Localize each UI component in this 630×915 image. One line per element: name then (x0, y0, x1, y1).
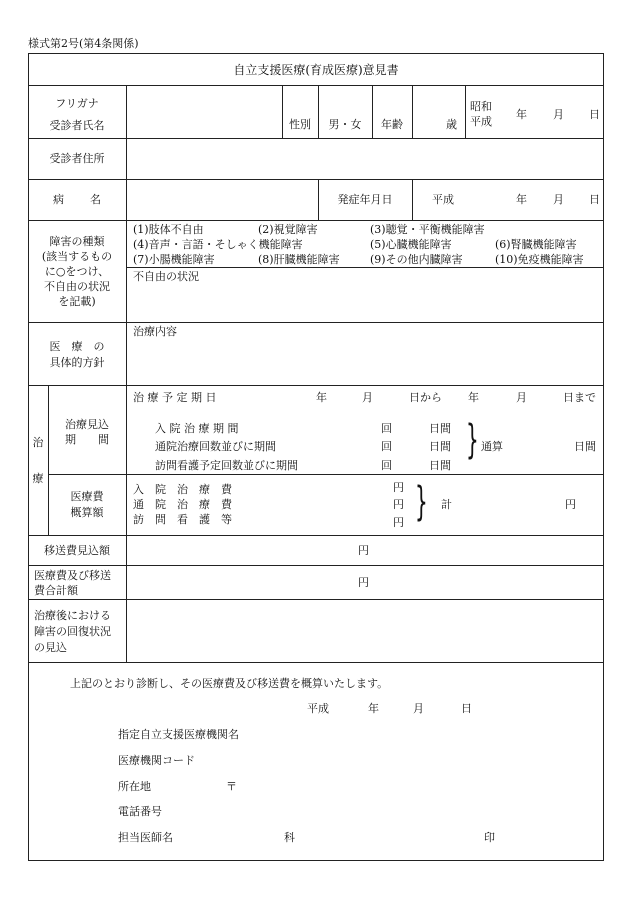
form-number: 様式第2号(第4条関係) (28, 37, 139, 50)
patient-name-label: 受診者氏名 (49, 119, 105, 132)
disability-type[interactable]: (6)腎臓機能障害 (495, 238, 577, 251)
divider (126, 85, 127, 662)
declaration-era: 平成 (307, 702, 329, 715)
transport-unit: 円 (358, 544, 369, 557)
divider (28, 179, 604, 180)
condition-label: 不自由の状況 (133, 270, 199, 283)
onset-era: 平成 (432, 193, 454, 206)
schedule-year2: 年 (468, 391, 479, 404)
policy-label: 具体的方針 (49, 356, 105, 369)
days-unit: 日間 (429, 422, 451, 435)
treatment-row-label: 入 院 治 療 期 間 (155, 422, 239, 435)
schedule-from: 日から (409, 391, 442, 404)
divider (28, 599, 604, 600)
cost-label: 概算額 (70, 506, 104, 519)
onset-label: 発症年月日 (337, 193, 393, 206)
institution-address-label: 所在地 (118, 780, 151, 793)
furigana-label: フリガナ (55, 97, 99, 110)
divider (412, 85, 413, 138)
divider (28, 85, 604, 86)
yen-unit: 円 (393, 481, 404, 494)
treatment-side-label: 療 (32, 472, 44, 485)
declaration-month: 月 (413, 702, 424, 715)
onset-day: 日 (589, 193, 600, 206)
postal-mark: 〒 (226, 780, 237, 793)
yen-unit: 円 (393, 516, 404, 529)
cost-row-label: 入 院 治 療 費 (133, 483, 232, 496)
schedule-year: 年 (316, 391, 327, 404)
recovery-label: 障害の回復状況 (34, 625, 111, 638)
cost-label: 医療費 (70, 490, 104, 503)
outlook-label: 期 間 (65, 433, 109, 446)
divider (28, 565, 604, 566)
birth-month: 月 (553, 108, 564, 121)
disability-type[interactable]: (9)その他内臓障害 (370, 253, 463, 266)
total-cost-label: 費合計額 (34, 584, 78, 597)
divider (28, 220, 604, 221)
treatment-row-label: 通院治療回数並びに期間 (155, 440, 276, 453)
disability-type[interactable]: (8)肝臓機能障害 (258, 253, 340, 266)
recovery-label: 治療後における (34, 609, 111, 622)
onset-year: 年 (516, 193, 527, 206)
age-unit: 歳 (446, 118, 457, 131)
days-unit: 日間 (429, 440, 451, 453)
divider (28, 138, 604, 139)
times-unit: 回 (381, 440, 392, 453)
institution-code-label: 医療機関コード (118, 754, 195, 767)
phone-label: 電話番号 (118, 805, 162, 818)
institution-label: 指定自立支援医療機関名 (118, 728, 239, 741)
divider (28, 535, 604, 536)
schedule-month2: 月 (516, 391, 527, 404)
schedule-until: 日まで (563, 391, 596, 404)
recovery-label: の見込 (34, 641, 67, 654)
disability-label: 障害の種類 (49, 235, 105, 248)
times-unit: 回 (381, 422, 392, 435)
birth-year: 年 (516, 108, 527, 121)
brace-icon: } (415, 479, 428, 525)
times-unit: 回 (381, 459, 392, 472)
declaration-year: 年 (368, 702, 379, 715)
declaration-day: 日 (461, 702, 472, 715)
page-title: 自立支援医療(育成医療)意見書 (233, 63, 399, 77)
divider (28, 322, 604, 323)
disability-type[interactable]: (2)視覚障害 (258, 223, 318, 236)
sum-label: 計 (441, 498, 452, 511)
disability-type[interactable]: (7)小腸機能障害 (133, 253, 215, 266)
divider (28, 662, 604, 663)
total-unit: 日間 (574, 440, 596, 453)
address-label: 受診者住所 (49, 152, 105, 165)
disability-label: を記載) (58, 295, 96, 308)
total-cost-label: 医療費及び移送 (34, 569, 111, 582)
cost-row-label: 通 院 治 療 費 (133, 498, 232, 511)
disability-type[interactable]: (4)音声・言語・そしゃく機能障害 (133, 238, 303, 251)
divider (318, 85, 319, 138)
disability-label: 不自由の状況 (44, 280, 110, 293)
policy-label: 医 療 の (49, 340, 105, 353)
disease-label-2: 名 (90, 193, 101, 206)
sum-unit: 円 (565, 498, 576, 511)
department-label: 科 (284, 831, 295, 844)
divider (412, 179, 413, 220)
brace-icon: } (466, 417, 479, 463)
treatment-side-label: 治 (32, 436, 44, 449)
seal-label: 印 (484, 831, 495, 844)
declaration-text: 上記のとおり診断し、その医療費及び移送費を概算いたします。 (70, 677, 389, 690)
treatment-row-label: 訪問看護予定回数並びに期間 (155, 459, 298, 472)
treatment-content-label: 治療内容 (133, 325, 177, 338)
disability-type[interactable]: (10)免疫機能障害 (495, 253, 584, 266)
total-cost-unit: 円 (358, 576, 369, 589)
transport-label: 移送費見込額 (44, 544, 110, 557)
era-heisei: 平成 (470, 115, 492, 128)
gender-label: 性別 (289, 118, 311, 131)
outlook-label: 治療見込 (65, 418, 109, 431)
gender-options: 男・女 (328, 118, 362, 131)
divider (126, 267, 604, 268)
age-label: 年齢 (381, 118, 403, 131)
divider (372, 85, 373, 138)
days-unit: 日間 (429, 459, 451, 472)
divider (465, 85, 466, 138)
form-frame (28, 53, 604, 861)
doctor-label: 担当医師名 (118, 831, 173, 844)
divider (48, 474, 604, 475)
disability-type[interactable]: (5)心臓機能障害 (370, 238, 452, 251)
disability-type[interactable]: (3)聴覚・平衡機能障害 (370, 223, 485, 236)
disease-label-1: 病 (53, 193, 64, 206)
onset-month: 月 (553, 193, 564, 206)
disability-type[interactable]: (1)肢体不自由 (133, 223, 204, 236)
birth-day: 日 (589, 108, 600, 121)
divider (282, 85, 283, 138)
total-label: 通算 (481, 440, 503, 453)
yen-unit: 円 (393, 498, 404, 511)
divider (28, 385, 604, 386)
schedule-month: 月 (362, 391, 373, 404)
disability-label: に○をつけ、 (44, 265, 110, 278)
disability-label: (該当するもの (41, 250, 113, 263)
cost-row-label: 訪 問 看 護 等 (133, 513, 232, 526)
schedule-label: 治 療 予 定 期 日 (133, 391, 217, 404)
era-showa: 昭和 (470, 100, 492, 113)
